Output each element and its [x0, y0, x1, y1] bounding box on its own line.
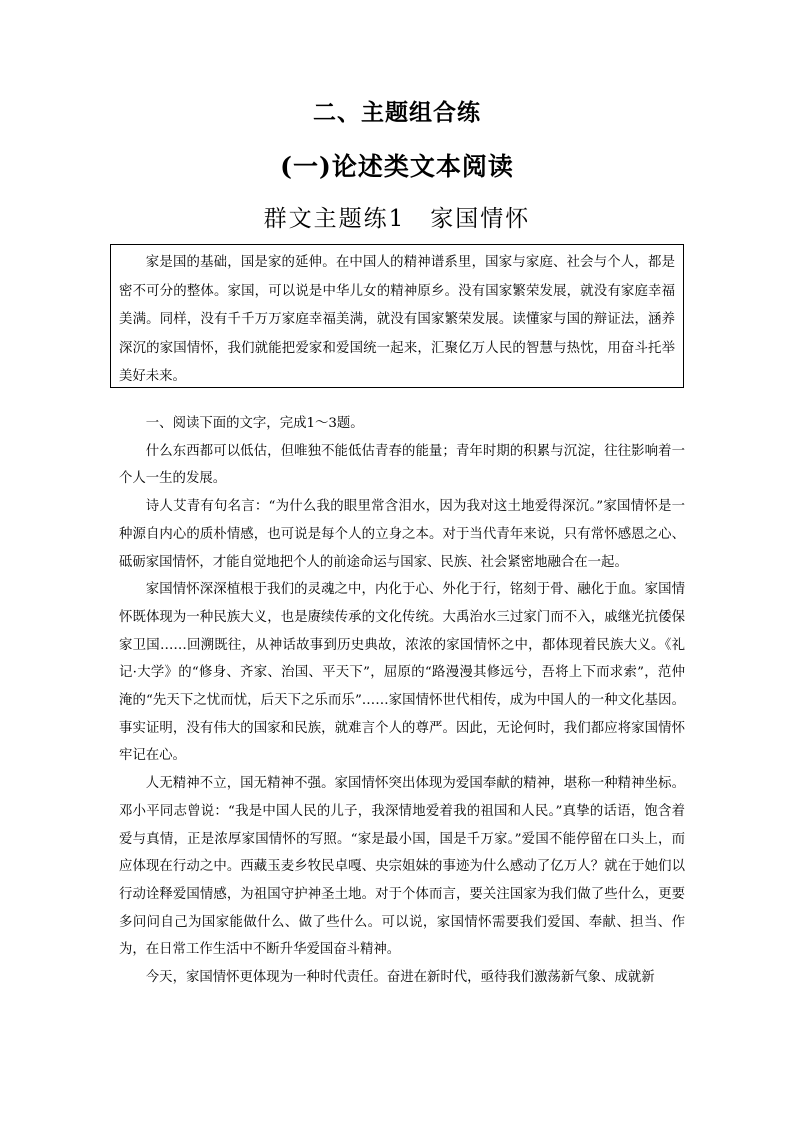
paragraph: 今天，家国情怀更体现为一种时代责任。奋进在新时代，亟待我们激荡新气象、成就新: [145, 970, 655, 986]
main-heading: 二、主题组合练: [313, 99, 481, 126]
paragraph: 诗人艾青有句名言：“为什么我的眼里常含泪水，因为我对这土地爱得深沉。”家国情怀是一种源自内心的质朴情感，也可说是每个人的立身之本。对于当代青年来说，只有常怀感恩之心、砥砺家国情怀，才能自觉地把个人的前途命运与国家、民族、社会紧密地融合在一起。: [119, 499, 685, 570]
paragraph: 什么东西都可以低估，但唯独不能低估青春的能量；青年时期的积累与沉淀，往往影响着一个人一生的发展。: [119, 443, 685, 487]
section-heading: (一)论述类文本阅读: [280, 152, 514, 181]
article-body: [119, 410, 685, 992]
paragraph: 人无精神不立，国无精神不强。家国情怀突出体现为爱国奉献的精神，堪称一种精神坐标。邓小平同志曾说：“我是中国人民的儿子，我深情地爱着我的祖国和人民。”真挚的话语，饱含着爱与真情，正是浓厚家国情怀的写照。“家是最小国，国是千万家。”爱国不能停留在口头上，而应体现在行动之中。西藏玉麦乡牧民卓嘎、央宗姐妹的事迹为什么感动了亿万人？就在于她们以行动诠释爱国情感，为祖国守护神圣土地。对于个体而言，要关注国家为我们做了些什么，更要多问问自己为国家能做什么、做了些什么。可以说，家国情怀需要我们爱国、奉献、担当、作为，在日常工作生活中不断升华爱国奋斗精神。: [119, 776, 685, 958]
paragraph: 家国情怀深深植根于我们的灵魂之中，内化于心、外化于行，铭刻于骨、融化于血。家国情怀既体现为一种民族大义，也是赓续传承的文化传统。大禹治水三过家门而不入，戚继光抗倭保家卫国……回溯既往，从神话故事到历史典故，浓浓的家国情怀之中，都体现着民族大义。《礼记·大学》的“修身、齐家、治国、平天下”，屈原的“路漫漫其修远兮，吾将上下而求索”，范仲淹的“先天下之忧而忧，后天下之乐而乐”……家国情怀世代相传，成为中国人的一种文化基因。事实证明，没有伟大的国家和民族，就难言个人的尊严。因此，无论何时，我们都应将家国情怀牢记在心。: [119, 582, 685, 764]
subsection-heading: 群文主题练1 家国情怀: [263, 206, 531, 232]
question-instruction: 一、阅读下面的文字，完成1～3题。: [145, 416, 364, 431]
intro-box: 家是国的基础，国是家的延伸。在中国人的精神谱系里，国家与家庭、社会与个人，都是密不可分的整体。家国，可以说是中华儿女的精神原乡。没有国家繁荣发展，就没有家庭幸福美满。同样，没有千千万万家庭幸福美满，就没有国家繁荣发展。读懂家与国的辩证法，涵养深沉的家国情怀，我们就能把爱家和爱国统一起来，汇聚亿万人民的智慧与热忱，用奋斗托举美好未来。: [110, 244, 684, 388]
